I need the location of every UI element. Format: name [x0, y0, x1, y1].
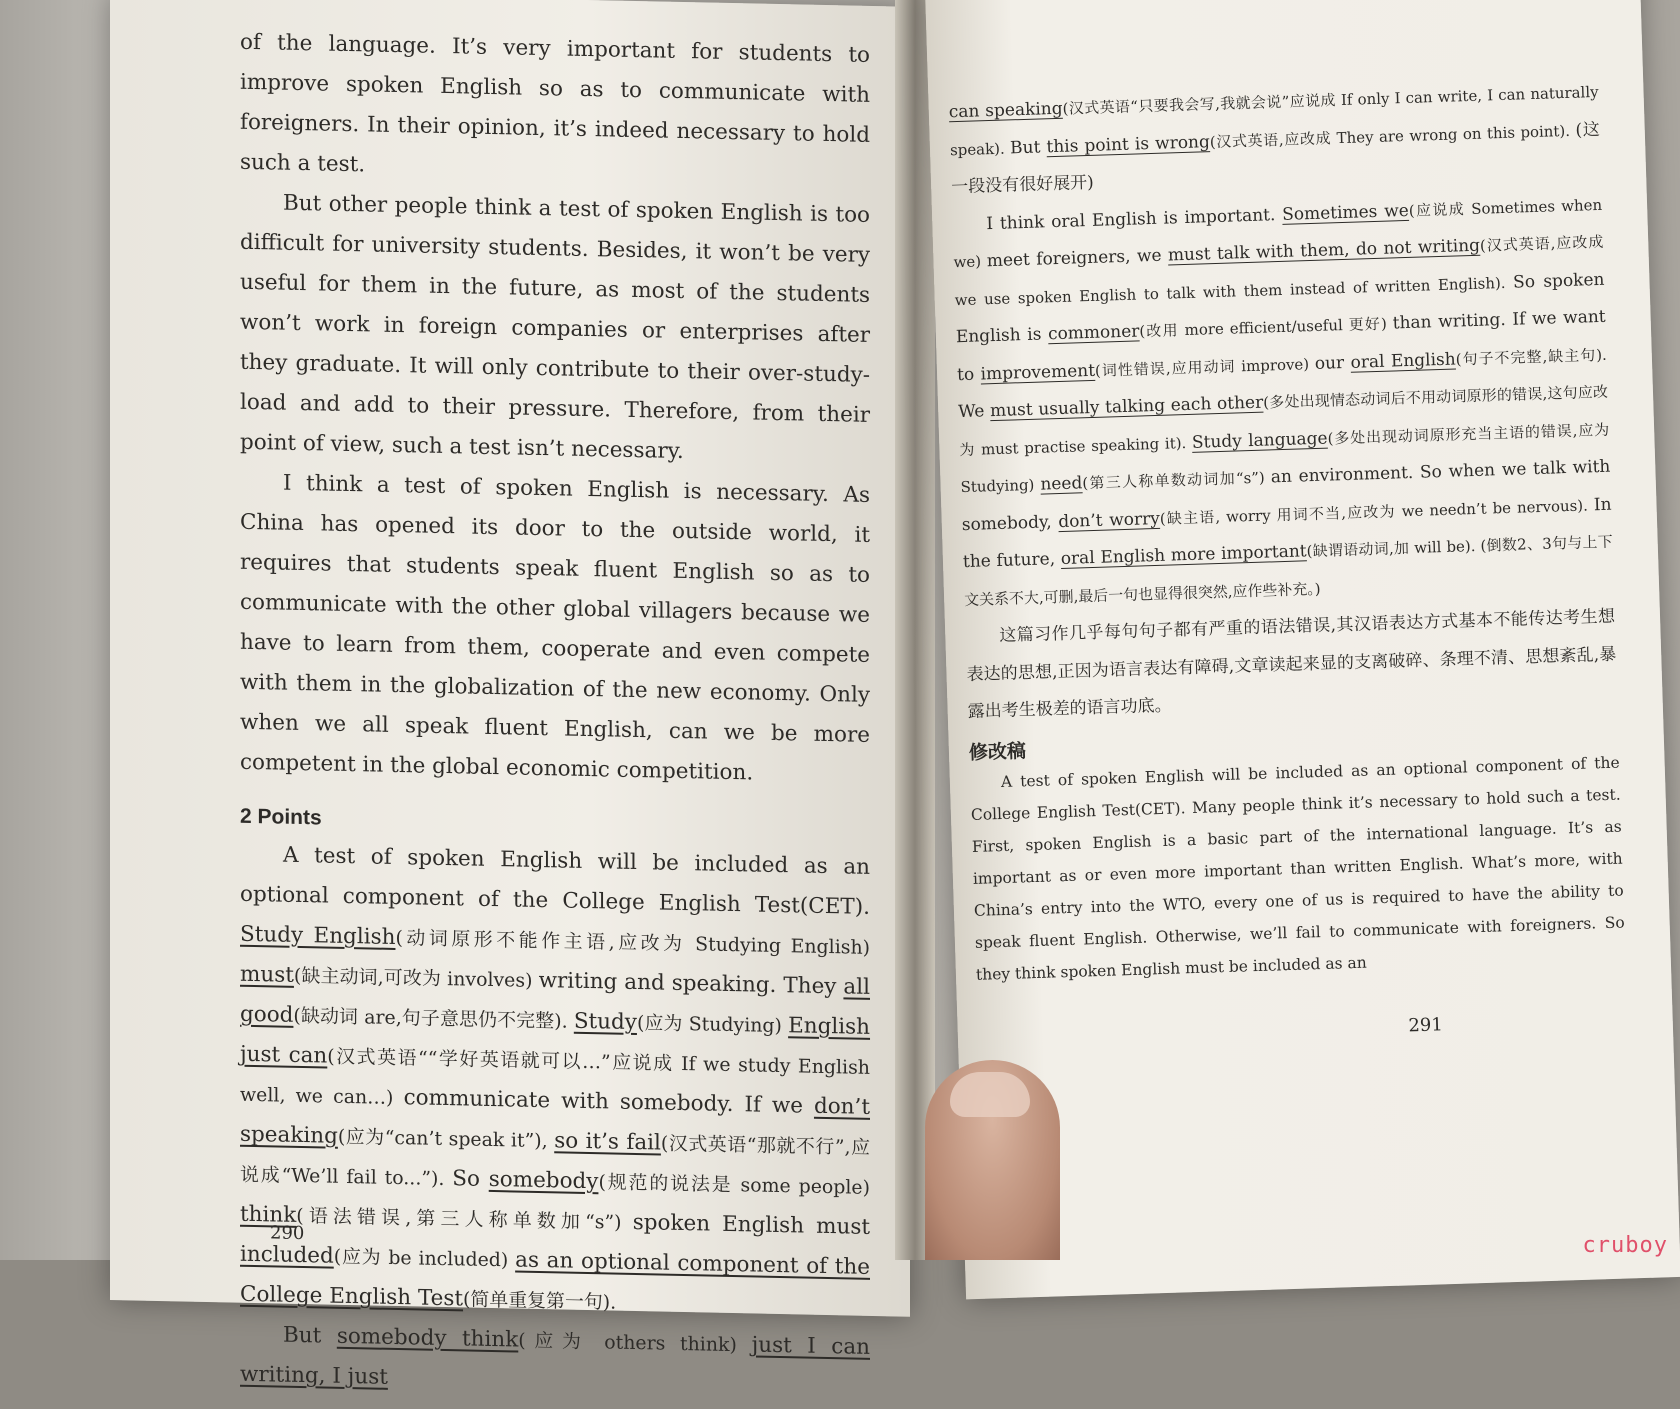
marked-error-text: Study: [573, 1008, 637, 1036]
correction-note: (规范的说法是 some people): [598, 1171, 870, 1199]
paragraph: [948, 74, 1601, 207]
page-number-left: 290: [270, 1222, 305, 1245]
left-page-body: [240, 23, 870, 1408]
revision-paragraph: A test of spoken English will be included as an optional component of the College English Test(CET). Many people think it’s necessary to hold such a test. First, spoken English is a basic part of the international language. It’s as important as or even more important than written English. What’s more, with China’s entry into the WTO, every one of us is required to have the ability to speak fluent English. Otherwise, we’ll fail to communicate with foreigners. So they think spoken English must be included as an: [970, 753, 1625, 984]
correction-note: (应为“can’t speak it”),: [337, 1125, 555, 1153]
right-paragraphs: [948, 74, 1614, 619]
body-text: A test of spoken English will be included as an optional component of the College English Test(CET).: [240, 842, 870, 920]
correction-note: (多处出现情态动词后不用动词原形的错误,这句应改为 must practise speaking it).: [959, 382, 1609, 459]
correction-note: (词性错误,应用动词 improve): [1094, 354, 1316, 380]
right-page-body: [948, 74, 1626, 990]
marked-error-text: don’t speaking: [240, 1093, 870, 1149]
correction-note: (应为 others think): [518, 1329, 752, 1357]
correction-note: (汉式英语“只要我会写,我就会说”应说成 If only I can write, I can naturally speak).: [949, 82, 1599, 159]
marked-error-text: oral English more important: [1060, 541, 1307, 570]
marked-error-text: somebody: [488, 1166, 599, 1195]
marked-error-text: commoner: [1047, 321, 1140, 345]
marked-error-text: this point is wrong: [1046, 131, 1211, 157]
comment-paragraph: 这篇习作几乎每句句子都有严重的语法错误,其汉语表达方式基本不能传达考生想表达的思想,正因为语言表达有障碍,文章读起来显的支离破碎、条理不清、思想紊乱,暴露出考生极差的语言功底。: [966, 606, 1617, 723]
left-page: [110, 0, 910, 1390]
correction-note: (汉式英语““学好英语就可以…”应说成 If we study English well, we can…): [240, 1045, 870, 1110]
marked-error-text: Study English: [240, 921, 396, 950]
correction-note: (缺主动词,可改为 involves): [293, 964, 539, 992]
marked-error-text: included: [240, 1241, 334, 1269]
correction-note: (多处出现动词原形充当主语的错误,应为 Studying): [960, 420, 1610, 497]
marked-error-text: don’t worry: [1057, 508, 1161, 532]
correction-note: (倒数2、3句与上下文关系不大,可删,最后一句也显得很突然,应作些补充。): [963, 532, 1613, 609]
paragraph: [952, 186, 1615, 619]
paragraph: [240, 463, 870, 796]
correction-note: (汉式英语,应改成 They are wrong on this point).: [1209, 121, 1576, 151]
points-paragraph: [240, 835, 870, 1328]
marked-error-text: as an optional component of the College English Test: [240, 1247, 870, 1312]
correction-note: (汉式英语,应改成 we use spoken English to talk with them instead of written English).: [954, 232, 1604, 309]
marked-error-text: can speaking: [948, 98, 1063, 123]
marked-error-text: must: [240, 961, 294, 988]
body-text: In the future,: [962, 494, 1612, 573]
correction-note: (缺动词 are,句子意思仍不完整).: [293, 1004, 574, 1033]
correction-note: (简单重复第一句).: [463, 1288, 617, 1314]
page-number-right: 291: [1408, 1014, 1444, 1037]
correction-note: (应为 be included): [333, 1245, 516, 1272]
marked-error-text: somebody think: [336, 1323, 519, 1353]
marked-error-text: all good: [240, 974, 870, 1028]
correction-note: (句子不完整,缺主句).: [1455, 345, 1608, 369]
thumbnail-highlight: [950, 1072, 1030, 1117]
body-text: (这一段没有很好展开): [950, 119, 1601, 198]
left-paragraphs: [240, 23, 870, 796]
correction-note: (改用 more efficient/useful 更好): [1139, 314, 1394, 341]
marked-error-text: improvement: [980, 360, 1096, 384]
body-text: But other people think a test of spoken English is too difficult for university students. Besides, it won’t be very useful for them in the future, as most of the students won’t work in foreign companies or enterprises after they graduate. It will only contribute to their over-study-load and add to their pressure. Therefore, from their point of view, such a test isn’t necessary.: [240, 190, 870, 465]
correction-note: (汉式英语“那就不行”,应说成“We’ll fail to...”).: [240, 1132, 871, 1191]
marked-error-text: English just can: [240, 1013, 871, 1069]
marked-error-text: so it’s fail: [554, 1128, 661, 1156]
correction-note: (动词原形不能作主语,应改为 Studying English): [395, 926, 870, 959]
correction-note: (缺谓语动词,加 will be).: [1306, 536, 1481, 561]
paragraph: [240, 23, 870, 196]
body-text: meet foreigners, we: [986, 245, 1169, 272]
body-text: of the language. It’s very important for students to improve spoken English so as to communicate with foreigners. In their opinion, it’s indeed necessary to hold such a test.: [240, 29, 870, 178]
marked-error-text: must usually talking each other: [989, 392, 1264, 422]
watermark: cruboy: [1582, 1233, 1668, 1258]
body-text: than writing. If we want to: [956, 306, 1606, 385]
body-text: spoken English must: [632, 1209, 870, 1240]
body-text: I think oral English is important.: [986, 204, 1283, 234]
body-text: So: [452, 1166, 489, 1192]
correction-note: (应为 Studying): [636, 1012, 789, 1038]
body-text: But: [283, 1322, 337, 1349]
correction-note: (应说成 Sometimes when we): [953, 195, 1603, 272]
marked-error-text: think: [240, 1201, 297, 1228]
body-text: writing and speaking. They: [538, 967, 844, 1000]
correction-note: (语法错误,第三人称单数加“s”): [296, 1204, 633, 1234]
paragraph: [240, 183, 870, 476]
body-text: We: [957, 401, 991, 423]
body-text: communicate with somebody. If we: [403, 1085, 814, 1119]
body-text: So spoken English is: [955, 269, 1605, 348]
body-text: I think a test of spoken English is necessary. As China has opened its door to the outside world, it requires that students speak fluent English so as to communicate with the other global villagers because we have to learn from them, cooperate and even compete with them in the globalization of the new economy. Only when we all speak fluent English, can we be more competent in the global economic competition.: [240, 470, 870, 786]
marked-error-text: Sometimes we: [1281, 200, 1410, 225]
correction-note: (第三人称单数动词加“s”): [1082, 468, 1272, 493]
book-gutter: [895, 0, 935, 1260]
points-last-line: [240, 1315, 870, 1408]
marked-error-text: just I can writing, I just: [240, 1332, 870, 1390]
body-text: our: [1314, 352, 1351, 374]
correction-note: (缺主语, worry 用词不当,应改为 we needn’t be nervous).: [1159, 495, 1595, 528]
marked-error-text: oral English: [1350, 349, 1456, 373]
revision-block: [969, 746, 1626, 990]
body-text: an environment. So when we talk with somebody,: [961, 456, 1611, 535]
marked-error-text: must talk with them, do not writing: [1167, 235, 1481, 266]
marked-error-text: Study language: [1191, 428, 1328, 453]
marked-error-text: need: [1040, 473, 1083, 495]
section-heading: 2 Points: [240, 804, 322, 830]
revision-heading: 修改稿: [968, 740, 1027, 764]
body-text: But: [1009, 136, 1047, 158]
